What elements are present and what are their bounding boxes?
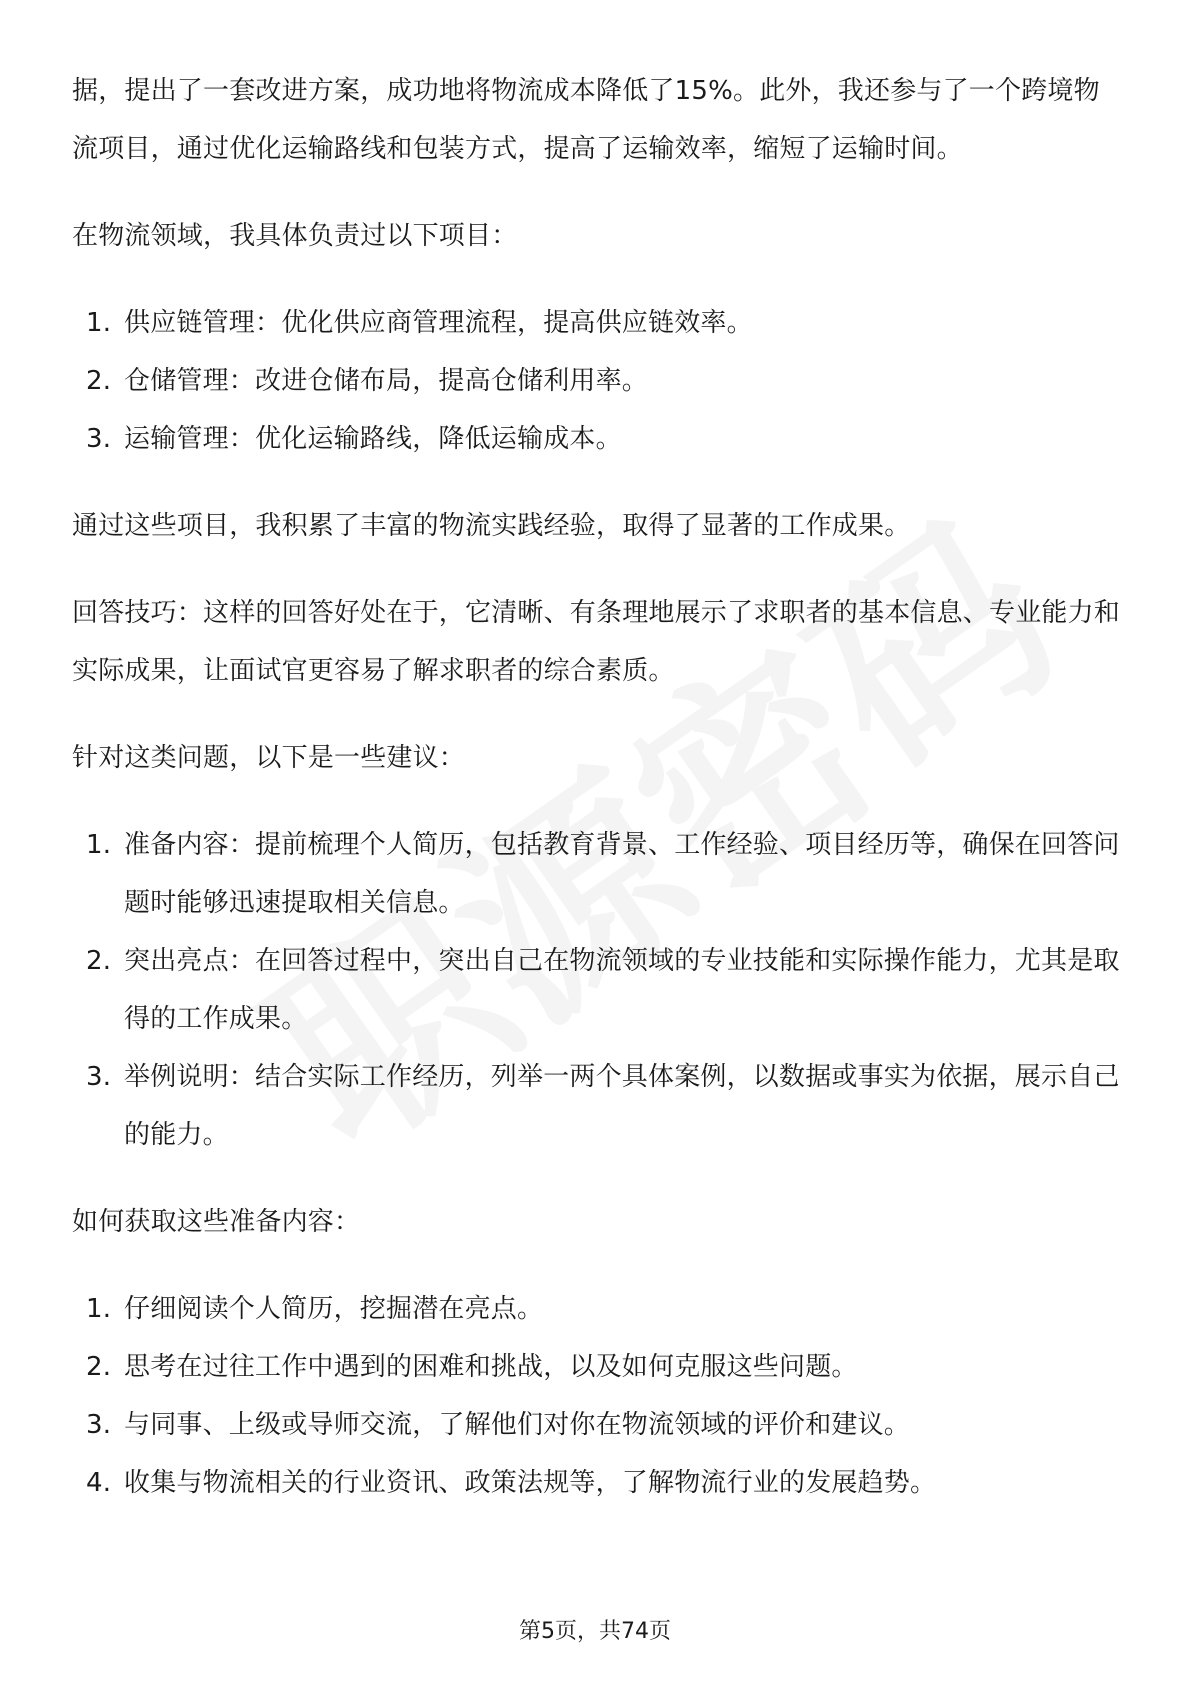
list-item-text: 举例说明：结合实际工作经历，列举一两个具体案例，以数据或事实为依据，展示自己的能力。 [124,1062,1120,1150]
advice-heading: 针对这类问题，以下是一些建议： [72,743,466,773]
list-item-text: 突出亮点：在回答过程中，突出自己在物流领域的专业技能和实际操作能力，尤其是取得的工作成果。 [124,946,1120,1034]
list-item [72,932,1122,1048]
list-item [72,294,1122,352]
prep-heading: 如何获取这些准备内容： [72,1207,361,1237]
list-item [72,352,1122,410]
projects-summary: 通过这些项目，我积累了丰富的物流实践经验，取得了显著的工作成果。 [72,511,911,541]
list-item-text: 仓储管理：改进仓储布局，提高仓储利用率。 [124,366,649,396]
list-item-number: 1. [86,1294,112,1324]
list-item-number: 1. [86,308,112,338]
page-content [72,62,1122,1541]
list-item-number: 2. [86,946,112,976]
list-item [72,410,1122,468]
tips-paragraph: 回答技巧：这样的回答好处在于，它清晰、有条理地展示了求职者的基本信息、专业能力和实际成果，让面试官更容易了解求职者的综合素质。 [72,598,1121,686]
list-item [72,1280,1122,1338]
list-item-number: 2. [86,1352,112,1382]
list-item-text: 供应链管理：优化供应商管理流程，提高供应链效率。 [124,308,753,338]
list-item-text: 仔细阅读个人简历，挖掘潜在亮点。 [124,1294,544,1324]
list-item [72,1048,1122,1164]
list-item-number: 2. [86,366,112,396]
prep-list [72,1280,1122,1512]
list-item-number: 4. [86,1468,112,1498]
list-item-text: 思考在过往工作中遇到的困难和挑战，以及如何克服这些问题。 [124,1352,858,1382]
list-item [72,1338,1122,1396]
advice-list [72,816,1122,1164]
list-item-text: 运输管理：优化运输路线，降低运输成本。 [124,424,622,454]
list-item-number: 3. [86,1062,112,1092]
list-item-number: 3. [86,1410,112,1440]
list-item [72,1454,1122,1512]
list-item-number: 1. [86,830,112,860]
projects-list [72,294,1122,468]
list-item-text: 准备内容：提前梳理个人简历，包括教育背景、工作经验、项目经历等，确保在回答问题时能够迅速提取相关信息。 [124,830,1120,918]
list-item [72,1396,1122,1454]
list-item-text: 与同事、上级或导师交流，了解他们对你在物流领域的评价和建议。 [124,1410,911,1440]
projects-heading: 在物流领域，我具体负责过以下项目： [72,221,518,251]
list-item-number: 3. [86,424,112,454]
list-item [72,816,1122,932]
list-item-text: 收集与物流相关的行业资讯、政策法规等，了解物流行业的发展趋势。 [124,1468,937,1498]
intro-paragraph: 据，提出了一套改进方案，成功地将物流成本降低了15%。此外，我还参与了一个跨境物流项目，通过优化运输路线和包装方式，提高了运输效率，缩短了运输时间。 [72,76,1100,164]
page-number-footer: 第5页，共74页 [519,1619,671,1644]
